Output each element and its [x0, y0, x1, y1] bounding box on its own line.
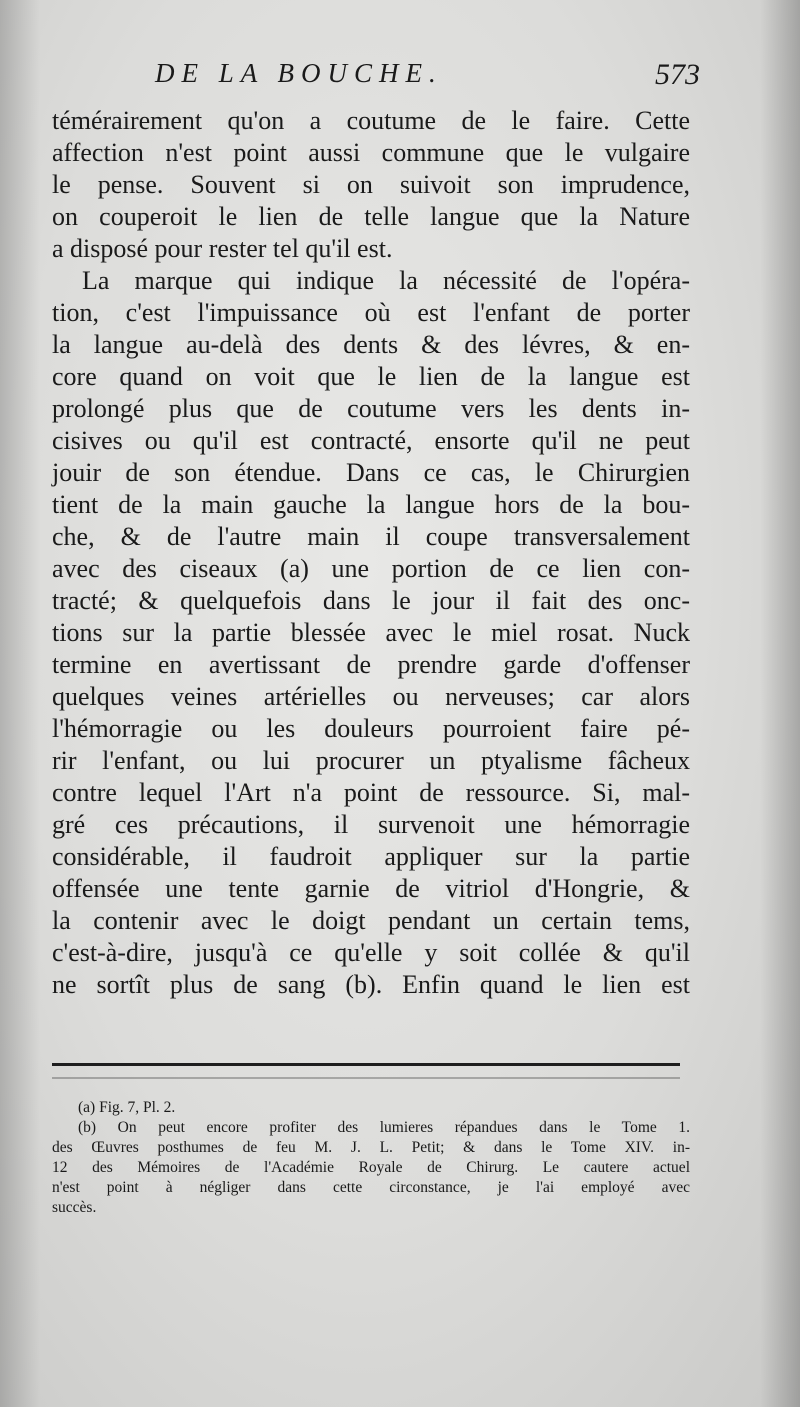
- text-line: tient de la main gauche la langue hors de la bou-: [52, 490, 690, 519]
- bleed-through-rule: [52, 1077, 680, 1079]
- text-line: jouir de son étendue. Dans ce cas, le Chirurgien: [52, 458, 690, 487]
- text-line: gré ces précautions, il survenoit une hémorragie: [52, 810, 690, 839]
- text-line: c'est-à-dire, jusqu'à ce qu'elle y soit collée & qu'il: [52, 938, 690, 967]
- body-text: [52, 105, 690, 1001]
- footnote-line: n'est point à négliger dans cette circonstance, je l'ai employé avec: [52, 1179, 690, 1196]
- text-line: tion, c'est l'impuissance où est l'enfant de porter: [52, 298, 690, 327]
- footnote-a: (a) Fig. 7, Pl. 2.: [78, 1099, 176, 1116]
- text-line: La marque qui indique la nécessité de l'opéra-: [82, 266, 690, 295]
- text-line: avec des ciseaux (a) une portion de ce lien con-: [52, 554, 690, 583]
- text-line: core quand on voit que le lien de la langue est: [52, 362, 690, 391]
- text-line: affection n'est point aussi commune que le vulgaire: [52, 138, 690, 167]
- text-line: che, & de l'autre main il coupe transversalement: [52, 522, 690, 551]
- running-title: DE LA BOUCHE.: [155, 58, 443, 88]
- text-line: on couperoit le lien de telle langue que la Nature: [52, 202, 690, 231]
- footnote-rule: [52, 1063, 680, 1066]
- footnote-line: 12 des Mémoires de l'Académie Royale de Chirurg. Le cautere actuel: [52, 1159, 690, 1176]
- text-line: tions sur la partie blessée avec le miel rosat. Nuck: [52, 618, 690, 647]
- text-line: quelques veines artérielles ou nerveuses; car alors: [52, 682, 690, 711]
- page-shadow-right: [760, 0, 800, 1407]
- text-line: considérable, il faudroit appliquer sur la partie: [52, 842, 690, 871]
- text-line: témérairement qu'on a coutume de le faire. Cette: [52, 106, 690, 135]
- footnote-b: (b) On peut encore profiter des lumieres répandues dans le Tome 1.: [78, 1119, 690, 1136]
- footnotes: [52, 1098, 690, 1218]
- text-line: contre lequel l'Art n'a point de ressource. Si, mal-: [52, 778, 690, 807]
- text-line: prolongé plus que de coutume vers les dents in-: [52, 394, 690, 423]
- footnote-line: des Œuvres posthumes de feu M. J. L. Petit; & dans le Tome XIV. in-: [52, 1139, 690, 1156]
- text-line: rir l'enfant, ou lui procurer un ptyalisme fâcheux: [52, 746, 690, 775]
- text-line: offensée une tente garnie de vitriol d'Hongrie, &: [52, 874, 690, 903]
- text-line: l'hémorragie ou les douleurs pourroient faire pé-: [52, 714, 690, 743]
- text-line: la contenir avec le doigt pendant un certain tems,: [52, 906, 690, 935]
- text-line: le pense. Souvent si on suivoit son imprudence,: [52, 170, 690, 199]
- text-line: a disposé pour rester tel qu'il est.: [52, 234, 393, 263]
- text-line: termine en avertissant de prendre garde d'offenser: [52, 650, 690, 679]
- text-line: tracté; & quelquefois dans le jour il fait des onc-: [52, 586, 690, 615]
- text-line: ne sortît plus de sang (b). Enfin quand le lien est: [52, 970, 690, 999]
- text-line: cisives ou qu'il est contracté, ensorte qu'il ne peut: [52, 426, 690, 455]
- page-number: 573: [655, 58, 700, 91]
- footnote-line: succès.: [52, 1199, 97, 1216]
- running-head: [155, 58, 700, 98]
- text-line: la langue au-delà des dents & des lévres, & en-: [52, 330, 690, 359]
- page-shadow-left: [0, 0, 40, 1407]
